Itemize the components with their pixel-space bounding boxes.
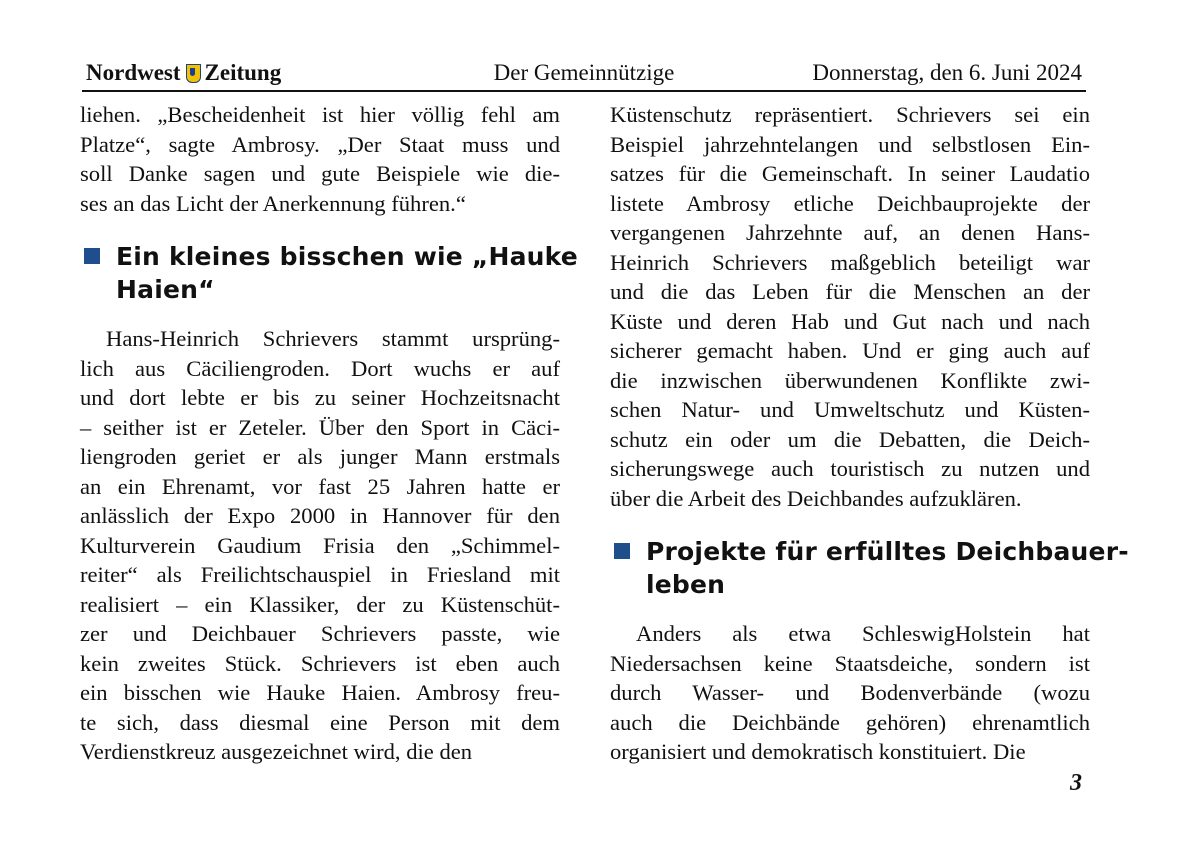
text-line: liengroden geriet er als junger Mann erstmals bbox=[80, 444, 560, 469]
text-line: ein bisschen wie Hauke Haien. Ambrosy freu- bbox=[80, 680, 560, 705]
text-line: organisiert und demokratisch konstituiert. Die bbox=[610, 739, 1026, 764]
right-heading bbox=[610, 535, 1129, 601]
text-line: schutz ein oder um die Debatten, die Deich- bbox=[610, 426, 1090, 452]
text-line: kein zweites Stück. Schrievers ist eben auch bbox=[80, 650, 560, 676]
text-line: listete Ambrosy etliche Deichbauprojekte der bbox=[610, 190, 1090, 216]
text-line: ses an das Licht der Anerkennung führen.“ bbox=[80, 190, 466, 216]
text-line: auch die Deichbände gehören) ehrenamtlich bbox=[610, 709, 1090, 735]
text-line: vergangenen Jahrzehnte auf, an denen Hans- bbox=[610, 220, 1090, 245]
text-line: schen Natur- und Umweltschutz und Küsten- bbox=[610, 397, 1090, 422]
text-line: und die das Leben für die Menschen an der bbox=[610, 279, 1090, 304]
masthead-name-part1: Nordwest bbox=[86, 60, 181, 85]
heading-line: Ein kleines bisschen wie „Hauke bbox=[116, 242, 578, 271]
text-line: an ein Ehrenamt, vor fast 25 Jahren hatte er bbox=[80, 473, 560, 499]
text-line: Platze“, sagte Ambrosy. „Der Staat muss und bbox=[80, 131, 560, 157]
text-line: liehen. „Bescheidenheit ist hier völlig fehl am bbox=[80, 102, 560, 127]
text-line: sicherer gemacht haben. Und er ging auch auf bbox=[610, 338, 1090, 363]
text-line: durch Wasser- und Bodenverbände (wozu bbox=[610, 680, 1090, 705]
text-line: te sich, dass diesmal eine Person mit dem bbox=[80, 709, 560, 735]
right-paragraph-2 bbox=[610, 619, 1090, 767]
text-line: und dort lebte er bis zu seiner Hochzeitsnacht bbox=[80, 385, 560, 410]
right-column bbox=[610, 100, 1129, 767]
text-line: zer und Deichbauer Schrievers passte, wie bbox=[80, 621, 560, 646]
text-line: Küste und deren Hab und Gut nach und nach bbox=[610, 308, 1090, 334]
right-paragraph-1 bbox=[610, 100, 1090, 513]
text-line: Niedersachsen keine Staatsdeiche, sondern ist bbox=[610, 650, 1090, 676]
text-line: Beispiel jahrzehntelangen und selbstlosen Ein- bbox=[610, 131, 1090, 157]
left-paragraph-1 bbox=[80, 100, 560, 218]
text-line: sicherungswege auch touristisch zu nutzen und bbox=[610, 456, 1090, 481]
text-line: – seither ist er Zeteler. Über den Sport in Cäci- bbox=[80, 414, 560, 440]
text-line: Kulturverein Gaudium Frisia den „Schimmel- bbox=[80, 532, 560, 558]
text-line: Hans-Heinrich Schrievers stammt ursprüng- bbox=[106, 326, 560, 351]
section-title: Der Gemeinnützige bbox=[493, 60, 675, 85]
heading-line: Projekte für erfülltes Deichbauer- bbox=[646, 537, 1129, 566]
left-column bbox=[80, 100, 578, 767]
heading-square-icon bbox=[84, 248, 100, 264]
text-line: Küstenschutz repräsentiert. Schrievers sei ein bbox=[610, 102, 1090, 127]
heading-square-icon bbox=[614, 543, 630, 559]
text-line: reiter“ als Freilichtschauspiel in Friesland mit bbox=[80, 562, 560, 587]
text-line: über die Arbeit des Deichbandes aufzuklären. bbox=[610, 485, 1022, 511]
text-line: die inzwischen überwundenen Konflikte zwi- bbox=[610, 367, 1090, 393]
text-line: Heinrich Schrievers maßgeblich beteiligt war bbox=[610, 249, 1090, 275]
text-line: realisiert – ein Klassiker, der zu Küstenschüt- bbox=[80, 591, 560, 617]
heading-line: Haien“ bbox=[116, 275, 215, 304]
text-line: Verdienstkreuz ausgezeichnet wird, die den bbox=[80, 739, 473, 764]
left-paragraph-2 bbox=[80, 324, 560, 767]
text-line: satzes für die Gemeinschaft. In seiner Laudatio bbox=[610, 161, 1090, 186]
page-header bbox=[82, 58, 1086, 92]
masthead-name-part2: Zeitung bbox=[204, 60, 282, 85]
text-line: lich aus Cäciliengroden. Dort wuchs er auf bbox=[80, 355, 560, 381]
page-number: 3 bbox=[1070, 770, 1082, 796]
issue-date: Donnerstag, den 6. Juni 2024 bbox=[812, 60, 1082, 85]
left-heading bbox=[80, 240, 578, 306]
heading-line: leben bbox=[646, 570, 726, 599]
text-line: anlässlich der Expo 2000 in Hannover für den bbox=[80, 503, 560, 528]
text-line: Anders als etwa SchleswigHolstein hat bbox=[636, 621, 1090, 646]
text-line: soll Danke sagen und gute Beispiele wie die- bbox=[80, 161, 560, 186]
